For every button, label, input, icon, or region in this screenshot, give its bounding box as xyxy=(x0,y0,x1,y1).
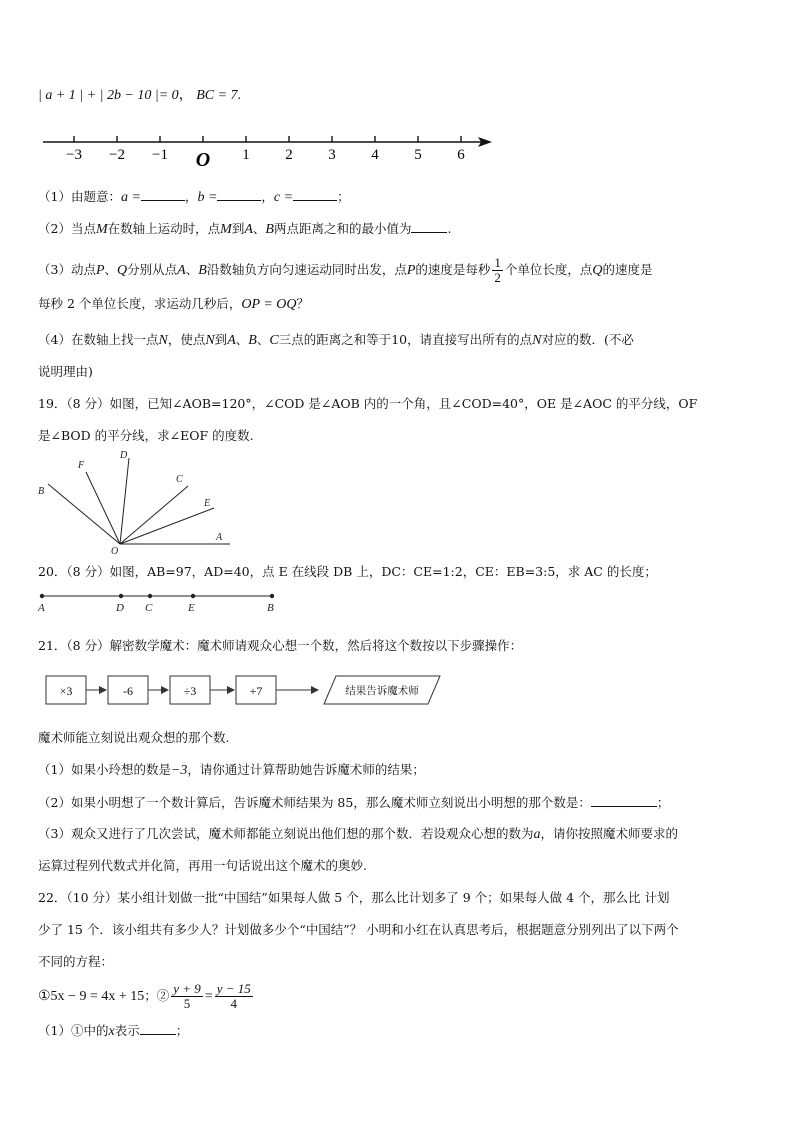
var-N: N xyxy=(205,333,215,348)
text: 到 xyxy=(231,221,245,236)
text: ；② xyxy=(144,988,170,1003)
point-A xyxy=(40,594,44,598)
q22-text-line2: 少了 15 个．该小组共有多少人？计划做多少个“中国结”？ 小明和小红在认真思考后，根据题意分别列出了以下两个 xyxy=(38,922,679,937)
text: 的速度是每秒 xyxy=(415,262,491,277)
text: 在数轴上运动时，点 xyxy=(107,221,221,236)
equation-1: ①5x − 9 = 4x + 15 xyxy=(38,989,145,1004)
fraction-right xyxy=(215,982,253,1011)
var-A: A xyxy=(244,222,253,237)
q21-part3-line2: 运算过程列代数式并化简，再用一句话说出这个魔术的奥妙. xyxy=(38,858,367,873)
fraction-denominator: 4 xyxy=(230,996,237,1011)
label-F: F xyxy=(78,460,85,471)
var-B: B xyxy=(198,263,207,278)
label-B: B xyxy=(38,486,45,497)
fraction-denominator: 2 xyxy=(494,270,501,285)
answer-blank-a[interactable] xyxy=(141,188,185,201)
var-B: B xyxy=(248,333,257,348)
text: 、 xyxy=(252,221,266,236)
var-A: A xyxy=(227,333,236,348)
answer-blank-b[interactable] xyxy=(217,188,261,201)
text: ，请你按照魔术师要求的 xyxy=(540,826,678,841)
point-E xyxy=(191,594,195,598)
q18-part3-line1 xyxy=(38,256,653,285)
text: ； xyxy=(175,1023,189,1038)
number-line-tick-label: 1 xyxy=(242,147,250,163)
var-Q: Q xyxy=(117,263,128,278)
fraction-left xyxy=(171,982,203,1011)
label-A: A xyxy=(216,532,223,543)
text: （1）①中的 xyxy=(38,1023,109,1038)
step-multiply-3: ×3 xyxy=(59,684,73,698)
q21-part1 xyxy=(38,762,425,779)
var-a: a xyxy=(533,827,541,842)
bc-equation: BC = 7 xyxy=(196,88,238,103)
text: 表示 xyxy=(114,1023,140,1038)
q18-part1 xyxy=(38,188,350,206)
segment-figure xyxy=(34,588,284,616)
label-E: E xyxy=(204,498,211,509)
text: 分别从点 xyxy=(127,262,178,277)
number-line-tick-label: 3 xyxy=(328,147,336,163)
var-P: P xyxy=(406,263,416,278)
label-D: D xyxy=(120,450,128,461)
q22-equations xyxy=(38,982,255,1011)
q21-part3-line1 xyxy=(38,826,678,843)
ray-OE xyxy=(120,508,214,544)
point-D xyxy=(119,594,123,598)
var-M: M xyxy=(95,222,108,237)
answer-blank-x[interactable] xyxy=(140,1022,176,1035)
ray-OF xyxy=(86,472,120,544)
text: 每秒 2 个单位长度，求运动几秒后， xyxy=(38,296,242,311)
equation-op-oq: OP = OQ xyxy=(241,297,297,312)
q18-part3-line2 xyxy=(38,296,309,313)
var-c: c = xyxy=(273,190,294,205)
text: 到 xyxy=(214,332,228,347)
var-N: N xyxy=(532,333,542,348)
fraction-numerator: y + 9 xyxy=(173,981,201,996)
text: ； xyxy=(656,795,670,810)
q21-text: 21．（8 分）解密数学魔术：魔术师请观众心想一个数，然后将这个数按以下步骤操作： xyxy=(38,638,523,653)
text: （3）观众又进行了几次尝试，魔术师都能立刻说出他们想的那个数．若设观众心想的数为 xyxy=(38,826,534,841)
var-P: P xyxy=(95,263,105,278)
answer-blank-c[interactable] xyxy=(293,188,337,201)
var-A: A xyxy=(177,263,186,278)
result-label: 结果告诉魔术师 xyxy=(345,686,419,697)
text: 的速度是 xyxy=(602,262,653,277)
fraction-numerator: y − 15 xyxy=(216,981,251,996)
number-line-tick-label: −1 xyxy=(152,147,168,163)
q22-text-line3: 不同的方程： xyxy=(38,954,114,969)
text: . xyxy=(447,221,452,236)
ray-OC xyxy=(120,486,188,544)
text: 个单位长度，点 xyxy=(504,262,593,277)
var-x: x xyxy=(108,1024,115,1039)
point-C xyxy=(148,594,152,598)
text: （3）动点 xyxy=(38,262,96,277)
q21-text-line2: 魔术师能立刻说出观众想的那个数. xyxy=(38,730,230,745)
label-D: D xyxy=(116,602,124,614)
answer-blank-number[interactable] xyxy=(591,794,657,807)
number-line-tick-label: 4 xyxy=(371,147,379,163)
period: . xyxy=(237,88,242,103)
number-line-tick-label: −2 xyxy=(109,147,125,163)
text: 、 xyxy=(104,262,118,277)
point-B xyxy=(270,594,274,598)
sep: ； xyxy=(337,189,350,204)
number-line-tick-label: 6 xyxy=(457,147,465,163)
number-line-tick-label: −3 xyxy=(66,147,82,163)
sep: ， xyxy=(184,189,198,204)
sep: ， xyxy=(261,189,274,204)
equals-sign: = xyxy=(204,989,213,1004)
angle-figure xyxy=(34,446,244,558)
text: ，使点 xyxy=(167,332,206,347)
fraction-half xyxy=(492,256,503,285)
var-C: C xyxy=(269,333,279,348)
step-minus-6: -6 xyxy=(123,684,133,698)
text: 、 xyxy=(235,332,249,347)
text: （2）如果小明想了一个数计算后，告诉魔术师结果为 85，那么魔术师立刻说出小明想的那个数是： xyxy=(38,795,591,810)
text: 沿数轴负方向匀速运动同时出发，点 xyxy=(206,262,407,277)
fraction-denominator: 5 xyxy=(183,996,191,1011)
var-N: N xyxy=(158,333,168,348)
text: 、 xyxy=(185,262,199,277)
q20-text: 20．（8 分）如图，AB=97，AD=40，点 E 在线段 DB 上，DC：CE=1:2，CE：EB=3:5，求 AC 的长度； xyxy=(38,564,657,579)
var-b: b = xyxy=(197,190,218,205)
q19-text-line1: 19．（8 分）如图，已知∠AOB=120°，∠COD 是∠AOB 内的一个角，且∠COD=40°，OE 是∠AOC 的平分线，OF xyxy=(38,396,698,411)
fraction-numerator: 1 xyxy=(494,255,501,270)
abs-equation: | a + 1 | + | 2b − 10 |= 0 xyxy=(38,88,179,103)
text: （2）当点 xyxy=(38,221,96,236)
number-line-tick-label: O xyxy=(195,149,211,171)
number-line-tick-label: 5 xyxy=(414,147,422,163)
ray-OD xyxy=(120,458,129,544)
text: 三点的距离之和等于10，请直接写出所有的点 xyxy=(278,332,533,347)
label-B: B xyxy=(267,602,274,614)
text: 、 xyxy=(256,332,270,347)
text: ，请你通过计算帮助她告诉魔术师的结果； xyxy=(187,762,425,777)
magic-flowchart xyxy=(40,672,450,712)
comma: ， xyxy=(178,88,193,103)
ray-OB xyxy=(48,484,120,544)
label-E: E xyxy=(188,602,195,614)
answer-blank-min[interactable] xyxy=(411,220,447,233)
q21-part2 xyxy=(38,794,669,811)
text: （1）如果小玲想的数是 xyxy=(38,762,171,777)
label-A: A xyxy=(38,602,45,614)
label-O: O xyxy=(111,546,119,557)
label-C: C xyxy=(176,474,183,485)
var-a: a = xyxy=(120,190,141,205)
q18-part4-line1 xyxy=(38,332,634,349)
number-line-tick-label: 2 xyxy=(285,147,293,163)
var-M: M xyxy=(220,222,232,237)
q18-p1-prefix: （1）由题意： xyxy=(38,189,121,204)
var-Q: Q xyxy=(592,263,603,278)
text: 对应的数．(不必 xyxy=(541,332,634,347)
var-B: B xyxy=(265,222,274,237)
step-plus-7: +7 xyxy=(249,684,263,698)
given-equation xyxy=(38,88,241,104)
number-line xyxy=(38,128,498,172)
text: ？ xyxy=(296,296,309,311)
text: 两点距离之和的最小值为 xyxy=(273,221,412,236)
q19-text-line2: 是∠BOD 的平分线，求∠EOF 的度数. xyxy=(38,428,254,443)
q18-part2 xyxy=(38,220,451,238)
number-neg3: −3 xyxy=(170,763,188,778)
step-divide-3: ÷3 xyxy=(183,684,197,698)
q22-part1 xyxy=(38,1022,188,1040)
q22-text-line1: 22．（10 分）某小组计划做一批“中国结”如果每人做 5 个，那么比计划多了 9 个；如果每人做 4 个，那么比 计划 xyxy=(38,890,670,905)
q18-part4-line2: 说明理由) xyxy=(38,364,93,379)
text: （4）在数轴上找一点 xyxy=(38,332,159,347)
label-C: C xyxy=(145,602,153,614)
